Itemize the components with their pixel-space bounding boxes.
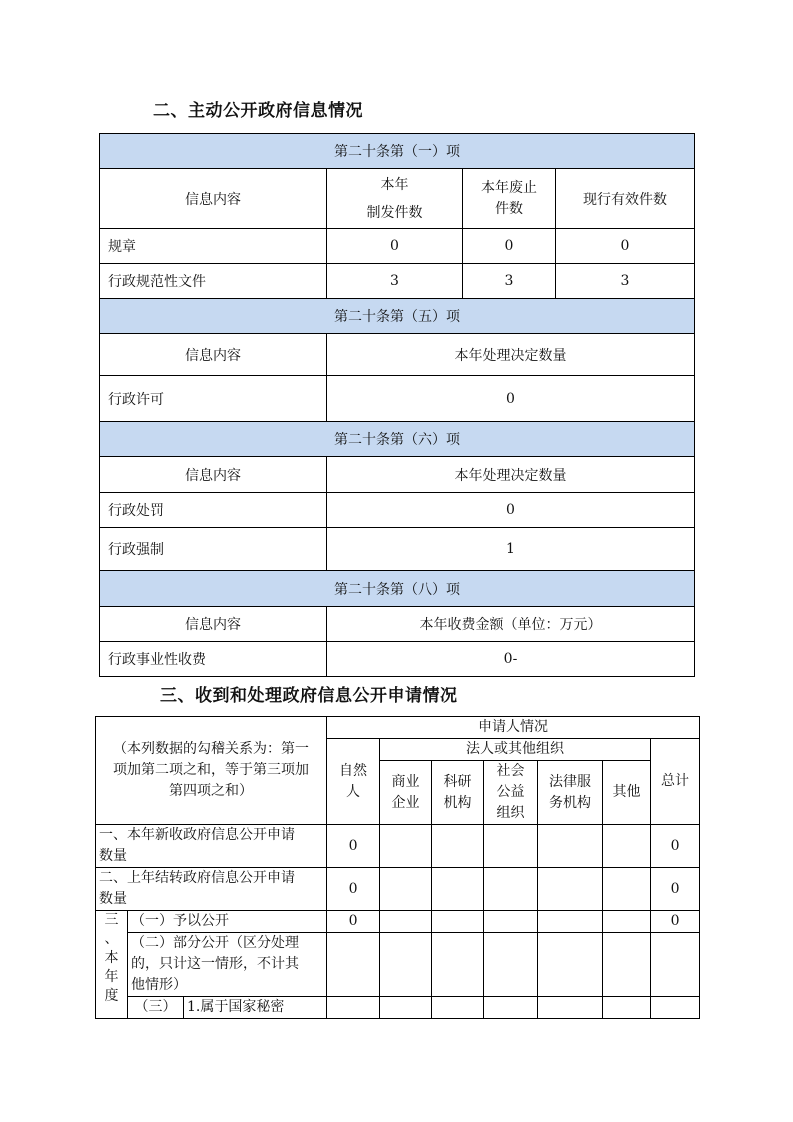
table-row: 行政许可 0 bbox=[100, 376, 695, 422]
block4-header-value: 本年收费金额（单位：万元） bbox=[327, 607, 695, 642]
legal-service-header: 法律服 务机构 bbox=[538, 761, 603, 825]
table-row: （二）部分公开（区分处理 的，只计这一情形，不计其 他情形） bbox=[96, 933, 700, 997]
block4-title: 第二十条第（八）项 bbox=[100, 571, 695, 607]
section3-heading: 三、收到和处理政府信息公开申请情况 bbox=[160, 686, 458, 706]
table-row: 三 、 本 年 度 （一）予以公开 0 0 bbox=[96, 911, 700, 933]
active-disclosure-table bbox=[99, 133, 695, 677]
block1-header-content: 信息内容 bbox=[100, 169, 327, 229]
section2-heading: 二、主动公开政府信息情况 bbox=[153, 101, 363, 121]
applicant-note: （本列数据的勾稽关系为：第一 项加第二项之和，等于第三项加 第四项之和） bbox=[96, 717, 327, 825]
block3-header-content: 信息内容 bbox=[100, 457, 327, 493]
block4-header-content: 信息内容 bbox=[100, 607, 327, 642]
total-header: 总计 bbox=[651, 739, 700, 825]
block2-header-content: 信息内容 bbox=[100, 334, 327, 376]
legal-org-header: 法人或其他组织 bbox=[380, 739, 651, 761]
other-header: 其他 bbox=[603, 761, 651, 825]
research-header: 科研 机构 bbox=[432, 761, 484, 825]
table-row: （三） 1.属于国家秘密 bbox=[96, 997, 700, 1019]
table-row: 行政规范性文件 3 3 3 bbox=[100, 264, 695, 299]
application-table bbox=[95, 716, 700, 1019]
table-row: 二、上年结转政府信息公开申请 数量 0 0 bbox=[96, 868, 700, 911]
block1-header-issued: 本年 制发件数 bbox=[327, 169, 463, 229]
table-row: 行政处罚 0 bbox=[100, 493, 695, 528]
row3-vertical-label: 三 、 本 年 度 bbox=[96, 911, 128, 1019]
block2-title: 第二十条第（五）项 bbox=[100, 299, 695, 334]
table-row: 规章 0 0 0 bbox=[100, 229, 695, 264]
social-welfare-header: 社会 公益 组织 bbox=[484, 761, 538, 825]
block3-header-value: 本年处理决定数量 bbox=[327, 457, 695, 493]
table-row: 行政强制 1 bbox=[100, 528, 695, 571]
block1-header-repealed: 本年废止 件数 bbox=[463, 169, 556, 229]
block1-title: 第二十条第（一）项 bbox=[100, 134, 695, 169]
business-header: 商业 企业 bbox=[380, 761, 432, 825]
table-row: 行政事业性收费 0- bbox=[100, 642, 695, 677]
applicant-header: 申请人情况 bbox=[327, 717, 700, 739]
block3-title: 第二十条第（六）项 bbox=[100, 422, 695, 457]
natural-person-header: 自然 人 bbox=[327, 739, 380, 825]
table-row: 一、本年新收政府信息公开申请 数量 0 0 bbox=[96, 825, 700, 868]
block1-header-valid: 现行有效件数 bbox=[556, 169, 695, 229]
block2-header-value: 本年处理决定数量 bbox=[327, 334, 695, 376]
